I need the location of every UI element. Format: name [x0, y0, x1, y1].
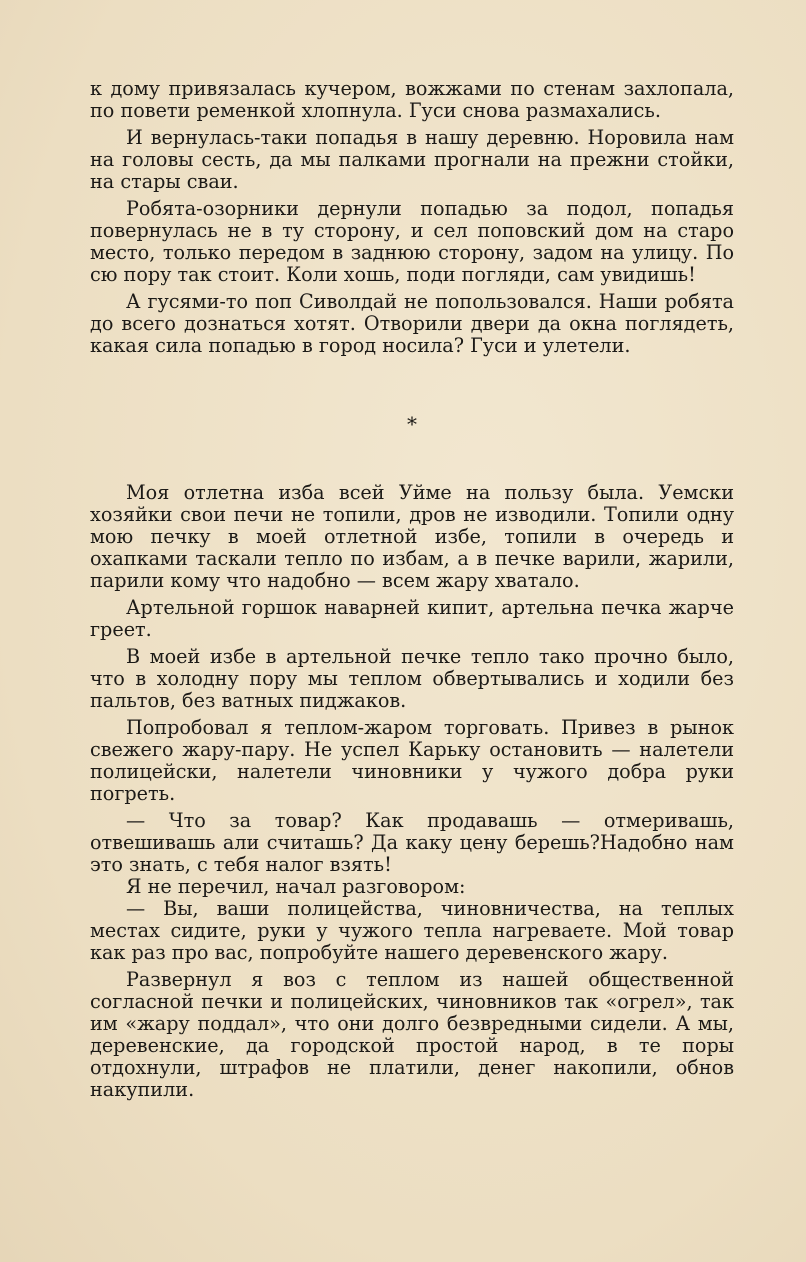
paragraph: Артельной горшок наварней кипит, артельна печка жарче греет.: [90, 596, 734, 641]
paragraph: Развернул я воз с теплом из нашей общественной согласной печки и полицейских, чиновников так «огрел», так им «жару поддал», что они долго безвредными сидели. А мы, деревенские, да городской простой народ, в те поры отдохнули, штрафов не платили, денег накопили, обнов накупили.: [90, 968, 734, 1101]
asterisk-separator: *: [407, 412, 417, 436]
paragraph: Робята-озорники дернули попадью за подол, попадья повернулась не в ту сторону, и сел поповский дом на старо место, только передом в заднюю сторону, задом на улицу. По сю пору так стоит. Коли хошь, поди погляди, сам увидишь!: [90, 197, 734, 286]
paragraph: Я не перечил, начал разговором:: [126, 875, 466, 898]
paragraph: В моей избе в артельной печке тепло тако прочно было, что в холодну пору мы теплом обвертывались и ходили без пальтов, без ватных пиджаков.: [90, 645, 734, 712]
paragraph: — Вы, ваши полицейства, чиновничества, на теплых местах сидите, руки у чужого тепла нагреваете. Мой товар как раз про вас, попробуйте нашего деревенского жару.: [90, 897, 734, 964]
section-bottom: [90, 482, 734, 1101]
paragraph: Моя отлетна изба всей Уйме на пользу была. Уемски хозяйки свои печи не топили, дров не изводили. Топили одну мою печку в моей отлетной избе, топили в очередь и охапками таскали тепло по избам, а в печке варили, жарили, парили кому что надобно — всем жару хватало.: [90, 481, 734, 592]
paragraph: А гусями-то поп Сиволдай не попользовался. Наши робята до всего дознаться хотят. Отворили двери да окна поглядеть, какая сила попадью в город носила? Гуси и улетели.: [90, 290, 734, 357]
section-top: [90, 78, 734, 357]
paragraph: — Что за товар? Как продавашь — отмеривашь, отвешивашь али считашь? Да каку цену берешь?Надобно нам это знать, с тебя налог взять!: [90, 809, 734, 876]
paragraph: И вернулась-таки попадья в нашу деревню. Норовила нам на головы сесть, да мы палками прогнали на прежни стойки, на стары сваи.: [90, 126, 734, 193]
section-break: [90, 362, 734, 482]
book-page-text: [90, 78, 734, 1106]
paragraph: к дому привязалась кучером, вожжами по стенам захлопала, по повети ременкой хлопнула. Гуси снова размахались.: [90, 77, 734, 122]
paragraph: Попробовал я теплом-жаром торговать. Привез в рынок свежего жару-пару. Не успел Карьку остановить — налетели полицейски, налетели чиновники у чужого добра руки погреть.: [90, 716, 734, 805]
